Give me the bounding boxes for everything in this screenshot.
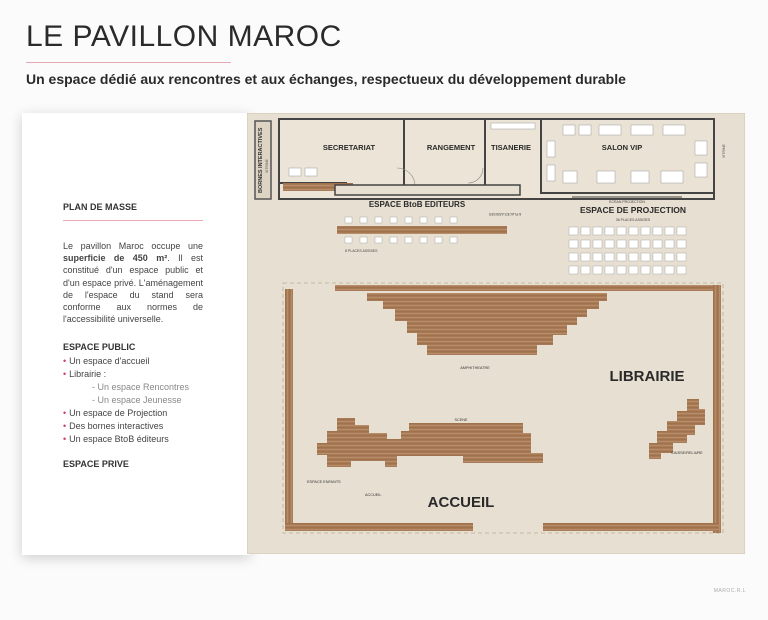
- projection-label: ESPACE DE PROJECTION: [579, 205, 687, 215]
- projection-chair: [653, 253, 662, 261]
- wall-shelf-right: [713, 285, 721, 533]
- private-space-title: ESPACE PRIVE: [63, 459, 129, 469]
- projection-chair: [677, 266, 686, 274]
- projection-chair: [569, 266, 578, 274]
- public-space-item: [63, 407, 189, 420]
- projection-chair: [593, 266, 602, 274]
- projection-chair: [629, 240, 638, 248]
- public-space-item-label: Un espace d'accueil: [69, 356, 150, 366]
- projection-chair: [605, 266, 614, 274]
- floor-plan: [247, 113, 745, 554]
- projection-chair: [629, 227, 638, 235]
- projection-chair: [605, 253, 614, 261]
- projection-chair: [605, 227, 614, 235]
- projection-chair: [581, 253, 590, 261]
- projection-chair: [605, 240, 614, 248]
- projection-chair: [569, 253, 578, 261]
- projection-chair: [641, 266, 650, 274]
- description-text: Le pavillon Maroc occupe une superficie de 450 m². Il est constitué d'un espace public et d'un espace privé. L'aménagement de l'espace du stand sera conforme aux normes de l'accessibilité universelle.: [63, 241, 203, 325]
- projection-chair: [581, 266, 590, 274]
- projection-chair: [653, 266, 662, 274]
- secretariat-label: SECRETARIAT: [322, 143, 376, 152]
- projection-chair: [581, 227, 590, 235]
- projection-chair: [677, 253, 686, 261]
- public-space-item: [63, 433, 189, 446]
- surface-value: superficie de 450 m²: [63, 253, 168, 264]
- projection-chair: [665, 227, 674, 235]
- public-space-item: [63, 420, 189, 433]
- projection-chair: [629, 266, 638, 274]
- projection-chair: [665, 253, 674, 261]
- public-space-item-label: - Un espace Jeunesse: [92, 395, 182, 405]
- bullet-icon: •: [63, 434, 67, 444]
- btob-label: ESPACE BtoB EDITEURS: [368, 200, 466, 209]
- bullet-icon: •: [63, 421, 67, 431]
- info-panel: [22, 113, 250, 555]
- projection-chair: [593, 240, 602, 248]
- public-space-item: [63, 355, 189, 368]
- public-space-item-label: - Un espace Rencontres: [92, 382, 190, 392]
- projection-chair: [569, 227, 578, 235]
- public-space-item-label: Un espace de Projection: [69, 408, 168, 418]
- accueil-small-label: ACCUEIL: [365, 493, 382, 497]
- bullet-icon: •: [63, 356, 67, 366]
- public-space-title: ESPACE PUBLIC: [63, 342, 136, 352]
- projection-chair: [653, 227, 662, 235]
- projection-chair: [653, 240, 662, 248]
- projection-chair: [593, 253, 602, 261]
- btob-table: [337, 226, 507, 234]
- projection-chair: [617, 227, 626, 235]
- caisse-label: CAISSE/RELIURE: [671, 451, 703, 455]
- rangement-label: RANGEMENT: [426, 143, 476, 152]
- public-space-item: [63, 394, 189, 407]
- projection-chair: [677, 227, 686, 235]
- tisanerie-label: TISANERIE: [490, 143, 532, 152]
- footer-text: MAROC.R.L: [713, 588, 746, 594]
- amphitheatre-label: AMPHITHEATRE: [460, 366, 490, 370]
- salon-vip-label: SALON VIP: [601, 143, 643, 152]
- projection-chair: [641, 227, 650, 235]
- projection-chair: [629, 253, 638, 261]
- projection-chair: [593, 227, 602, 235]
- btob-places-top: 8 PLACES ASSISES: [488, 212, 522, 216]
- espace-enfants-label: ESPACE ENFANTS: [307, 480, 341, 484]
- section-title: PLAN DE MASSE: [63, 202, 138, 212]
- projection-chair: [617, 266, 626, 274]
- bornes-label: BORNES INTERACTIVES: [258, 127, 264, 193]
- btob-places-bottom: 8 PLACES ASSISES: [345, 249, 378, 253]
- title-divider: [26, 62, 231, 63]
- scene-label: SCENE: [454, 418, 468, 422]
- wall-shelf-bottom-left: [285, 523, 473, 531]
- projection-chair: [569, 240, 578, 248]
- public-space-list: [63, 355, 189, 446]
- projection-chair: [641, 240, 650, 248]
- projection-chair: [581, 240, 590, 248]
- page-title: LE PAVILLON MAROC: [26, 20, 342, 53]
- public-space-item-label: Des bornes interactives: [69, 421, 164, 431]
- section-divider: [63, 220, 203, 221]
- projection-chair: [617, 240, 626, 248]
- public-space-item-label: Un espace BtoB éditeurs: [69, 434, 169, 444]
- librairie-label: LIBRAIRIE: [609, 368, 685, 385]
- public-space-item: [63, 381, 189, 394]
- wall-shelf-bottom-right: [543, 523, 719, 531]
- wall-shelf-left: [285, 289, 293, 529]
- projection-places: 36 PLACES ASSISES: [615, 218, 651, 222]
- projection-chair: [665, 240, 674, 248]
- vitrine-label-right: VITRINE: [722, 144, 726, 158]
- public-space-item: [63, 368, 189, 381]
- vitrine-label-left: VITRINE: [265, 159, 269, 173]
- bullet-icon: •: [63, 369, 67, 379]
- bullet-icon: •: [63, 408, 67, 418]
- projection-chair: [665, 266, 674, 274]
- wall-shelf-top: [335, 285, 715, 291]
- projection-chair: [617, 253, 626, 261]
- page-subtitle: Un espace dédié aux rencontres et aux échanges, respectueux du développement durable: [26, 71, 626, 87]
- accueil-label: ACCUEIL: [427, 494, 495, 511]
- projection-chair: [677, 240, 686, 248]
- projection-chair: [641, 253, 650, 261]
- ecran-label: ECRAN PROJECTION: [609, 200, 645, 204]
- public-space-item-label: Librairie :: [69, 369, 107, 379]
